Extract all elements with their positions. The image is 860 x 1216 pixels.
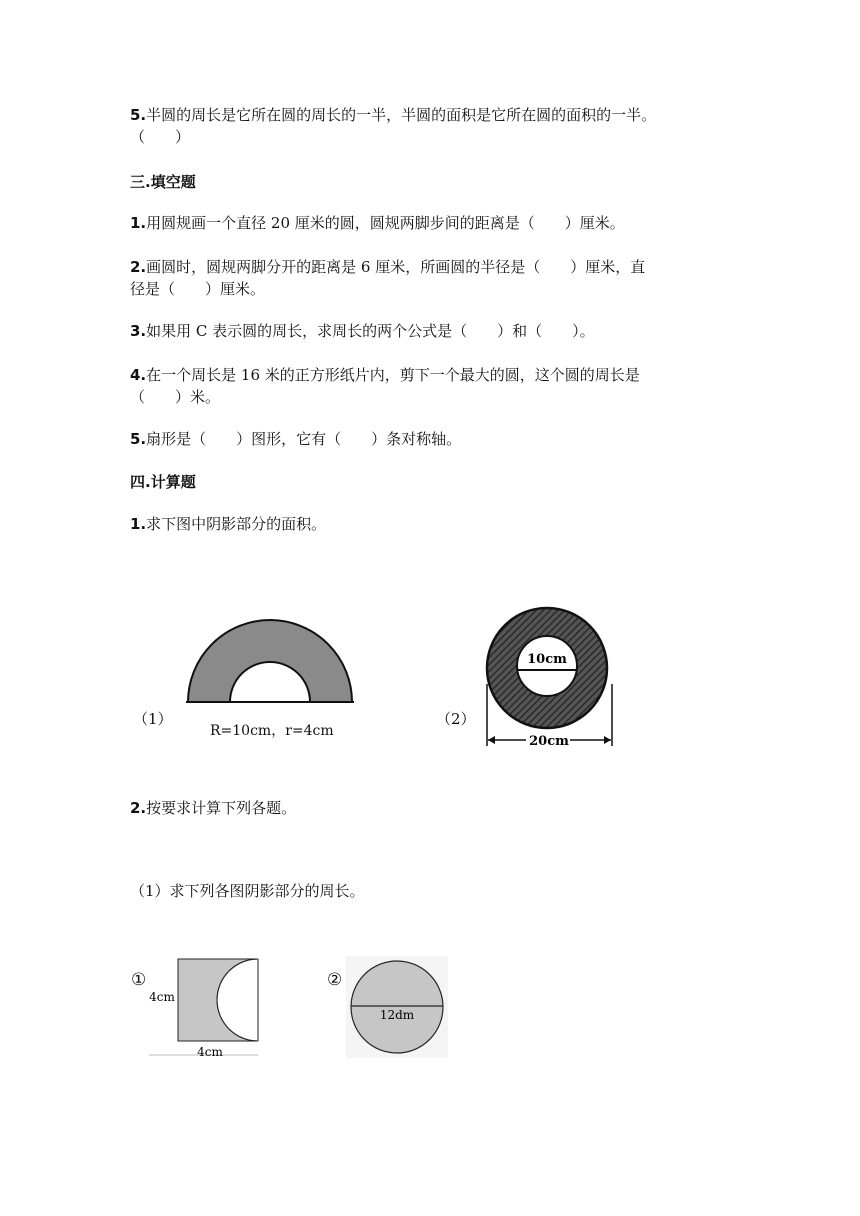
outer-diameter-label: 20cm <box>529 734 569 749</box>
figure-1-label: （1） <box>133 710 173 728</box>
bottom-length-label: 4cm <box>197 1045 223 1059</box>
calc-question-1 <box>130 513 730 535</box>
section-heading-calc: 四.计算题 <box>130 473 196 491</box>
question-text-line2: （ ）米。 <box>130 388 221 406</box>
inner-diameter-label: 10cm <box>527 652 567 667</box>
fill-question-4 <box>130 364 730 408</box>
question-number: 5. <box>130 106 147 124</box>
figure-b-label: ② <box>327 970 343 990</box>
question-text: 求下图中阴影部分的面积。 <box>146 515 327 533</box>
question-text: 如果用 C 表示圆的周长，求周长的两个公式是（ ）和（ ）。 <box>146 322 595 340</box>
calc-question-2 <box>130 797 730 819</box>
section-heading-fill: 三.填空题 <box>130 173 196 191</box>
question-text: 用圆规画一个直径 20 厘米的圆，圆规两脚步间的距离是（ ）厘米。 <box>146 214 625 232</box>
question-number: 2. <box>130 799 147 817</box>
question-text: 半圆的周长是它所在圆的周长的一半，半圆的面积是它所在圆的面积的一半。 <box>146 106 657 124</box>
diameter-label: 12dm <box>379 1008 415 1022</box>
fill-question-1 <box>130 212 730 234</box>
circle <box>351 961 443 1053</box>
fill-question-5 <box>130 428 730 450</box>
question-number: 4. <box>130 366 147 384</box>
question-number: 5. <box>130 430 147 448</box>
judge-question-5 <box>130 104 730 148</box>
shaded-square <box>178 959 258 1041</box>
semicircle-ring-figure <box>180 610 360 710</box>
figure-a-label: ① <box>131 970 147 990</box>
figure-1-caption: R=10cm，r=4cm <box>210 723 334 739</box>
question-text-line2: 径是（ ）厘米。 <box>130 280 266 298</box>
question-number: 1. <box>130 214 147 232</box>
calc-question-2-sub1: （1）求下列各图阴影部分的周长。 <box>130 882 365 900</box>
question-text-line1: 在一个周长是 16 米的正方形纸片内，剪下一个最大的圆，这个圆的周长是 <box>146 366 640 384</box>
question-number: 3. <box>130 322 147 340</box>
question-number: 1. <box>130 515 147 533</box>
answer-blank: （ ） <box>130 128 191 146</box>
fill-question-3 <box>130 320 730 342</box>
question-text: 扇形是（ ）图形，它有（ ）条对称轴。 <box>146 430 462 448</box>
question-number: 2. <box>130 258 147 276</box>
square-semicircle-figure <box>146 955 266 1063</box>
side-length-label: 4cm <box>149 990 175 1004</box>
question-text: 按要求计算下列各题。 <box>146 799 297 817</box>
half-shaded-circle-figure <box>346 956 448 1058</box>
fill-question-2 <box>130 256 730 300</box>
question-text-line1: 画圆时，圆规两脚分开的距离是 6 厘米，所画圆的半径是（ ）厘米，直 <box>146 258 646 276</box>
hatched-ring-figure <box>478 604 618 754</box>
figure-2-label: （2） <box>436 710 476 728</box>
